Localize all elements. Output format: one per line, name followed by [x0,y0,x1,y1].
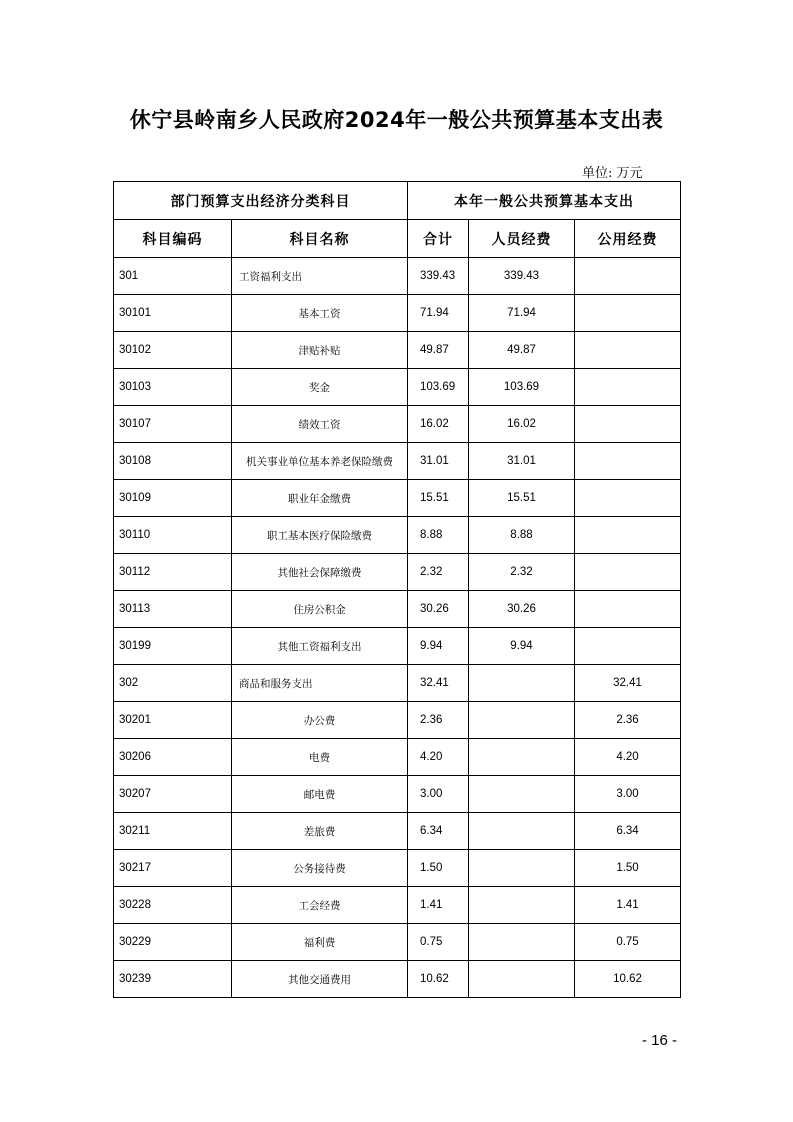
cell-name: 电费 [232,739,408,776]
table-row [114,924,681,961]
table-row [114,258,681,295]
cell-public [575,480,681,517]
header-total: 合计 [408,220,469,258]
table-row [114,887,681,924]
cell-code: 30229 [114,924,232,961]
cell-name: 工会经费 [232,887,408,924]
cell-public [575,406,681,443]
cell-name: 差旅费 [232,813,408,850]
cell-name: 其他交通费用 [232,961,408,998]
cell-total: 339.43 [408,258,469,295]
cell-public: 2.36 [575,702,681,739]
table-row [114,776,681,813]
cell-total: 103.69 [408,369,469,406]
table-row [114,480,681,517]
cell-total: 10.62 [408,961,469,998]
cell-personnel: 16.02 [469,406,575,443]
cell-total: 0.75 [408,924,469,961]
table-row [114,406,681,443]
cell-code: 30207 [114,776,232,813]
cell-personnel: 8.88 [469,517,575,554]
table-row [114,961,681,998]
cell-total: 16.02 [408,406,469,443]
cell-personnel: 2.32 [469,554,575,591]
cell-personnel [469,961,575,998]
cell-total: 71.94 [408,295,469,332]
table-row [114,443,681,480]
header-group-left: 部门预算支出经济分类科目 [114,182,408,220]
cell-name: 其他社会保障缴费 [232,554,408,591]
cell-public [575,517,681,554]
cell-personnel [469,813,575,850]
cell-code: 301 [114,258,232,295]
cell-name: 邮电费 [232,776,408,813]
cell-public: 4.20 [575,739,681,776]
cell-public [575,443,681,480]
cell-personnel [469,887,575,924]
cell-personnel [469,665,575,702]
cell-code: 30199 [114,628,232,665]
cell-personnel [469,739,575,776]
cell-total: 32.41 [408,665,469,702]
cell-code: 30113 [114,591,232,628]
cell-code: 30206 [114,739,232,776]
cell-name: 其他工资福利支出 [232,628,408,665]
table-row [114,591,681,628]
cell-total: 49.87 [408,332,469,369]
cell-public [575,591,681,628]
header-columns-row [114,220,681,258]
cell-personnel: 15.51 [469,480,575,517]
table-row [114,850,681,887]
cell-personnel: 71.94 [469,295,575,332]
cell-total: 1.41 [408,887,469,924]
cell-code: 30108 [114,443,232,480]
cell-public [575,628,681,665]
table-row [114,369,681,406]
table-row [114,628,681,665]
cell-public: 0.75 [575,924,681,961]
cell-total: 31.01 [408,443,469,480]
cell-code: 30217 [114,850,232,887]
cell-total: 3.00 [408,776,469,813]
cell-name: 职工基本医疗保险缴费 [232,517,408,554]
cell-code: 30109 [114,480,232,517]
cell-personnel: 31.01 [469,443,575,480]
cell-total: 6.34 [408,813,469,850]
cell-name: 住房公积金 [232,591,408,628]
cell-total: 8.88 [408,517,469,554]
cell-code: 30201 [114,702,232,739]
cell-name: 商品和服务支出 [232,665,408,702]
cell-public [575,295,681,332]
cell-name: 基本工资 [232,295,408,332]
cell-name: 绩效工资 [232,406,408,443]
cell-name: 公务接待费 [232,850,408,887]
cell-public: 32.41 [575,665,681,702]
cell-name: 津贴补贴 [232,332,408,369]
cell-personnel: 49.87 [469,332,575,369]
cell-public: 1.50 [575,850,681,887]
cell-personnel [469,702,575,739]
cell-code: 30110 [114,517,232,554]
page-number: - 16 - [642,1032,678,1049]
cell-total: 15.51 [408,480,469,517]
header-group-right: 本年一般公共预算基本支出 [408,182,681,220]
cell-code: 30112 [114,554,232,591]
cell-personnel: 30.26 [469,591,575,628]
header-public: 公用经费 [575,220,681,258]
cell-total: 2.32 [408,554,469,591]
cell-name: 工资福利支出 [232,258,408,295]
table-row [114,517,681,554]
page-title: 休宁县岭南乡人民政府2024年一般公共预算基本支出表 [129,108,664,132]
header-code: 科目编码 [114,220,232,258]
table-row [114,739,681,776]
cell-public: 3.00 [575,776,681,813]
cell-code: 30228 [114,887,232,924]
cell-total: 2.36 [408,702,469,739]
table-row [114,332,681,369]
table-row [114,702,681,739]
header-name: 科目名称 [232,220,408,258]
cell-name: 办公费 [232,702,408,739]
cell-name: 奖金 [232,369,408,406]
budget-table [113,181,681,998]
table-row [114,295,681,332]
cell-public: 6.34 [575,813,681,850]
cell-personnel: 103.69 [469,369,575,406]
cell-total: 4.20 [408,739,469,776]
cell-name: 机关事业单位基本养老保险缴费 [232,443,408,480]
cell-public [575,332,681,369]
table-row [114,665,681,702]
cell-code: 302 [114,665,232,702]
cell-personnel: 9.94 [469,628,575,665]
table-row [114,813,681,850]
cell-code: 30211 [114,813,232,850]
cell-personnel [469,776,575,813]
header-personnel: 人员经费 [469,220,575,258]
table-row [114,554,681,591]
cell-public [575,369,681,406]
cell-code: 30102 [114,332,232,369]
cell-total: 30.26 [408,591,469,628]
cell-public [575,258,681,295]
cell-public: 1.41 [575,887,681,924]
header-group-row [114,182,681,220]
cell-personnel: 339.43 [469,258,575,295]
cell-code: 30239 [114,961,232,998]
cell-code: 30103 [114,369,232,406]
cell-code: 30107 [114,406,232,443]
cell-personnel [469,850,575,887]
unit-label: 单位: 万元 [582,166,643,181]
cell-total: 1.50 [408,850,469,887]
cell-personnel [469,924,575,961]
cell-code: 30101 [114,295,232,332]
cell-name: 福利费 [232,924,408,961]
cell-public [575,554,681,591]
cell-public: 10.62 [575,961,681,998]
cell-name: 职业年金缴费 [232,480,408,517]
cell-total: 9.94 [408,628,469,665]
